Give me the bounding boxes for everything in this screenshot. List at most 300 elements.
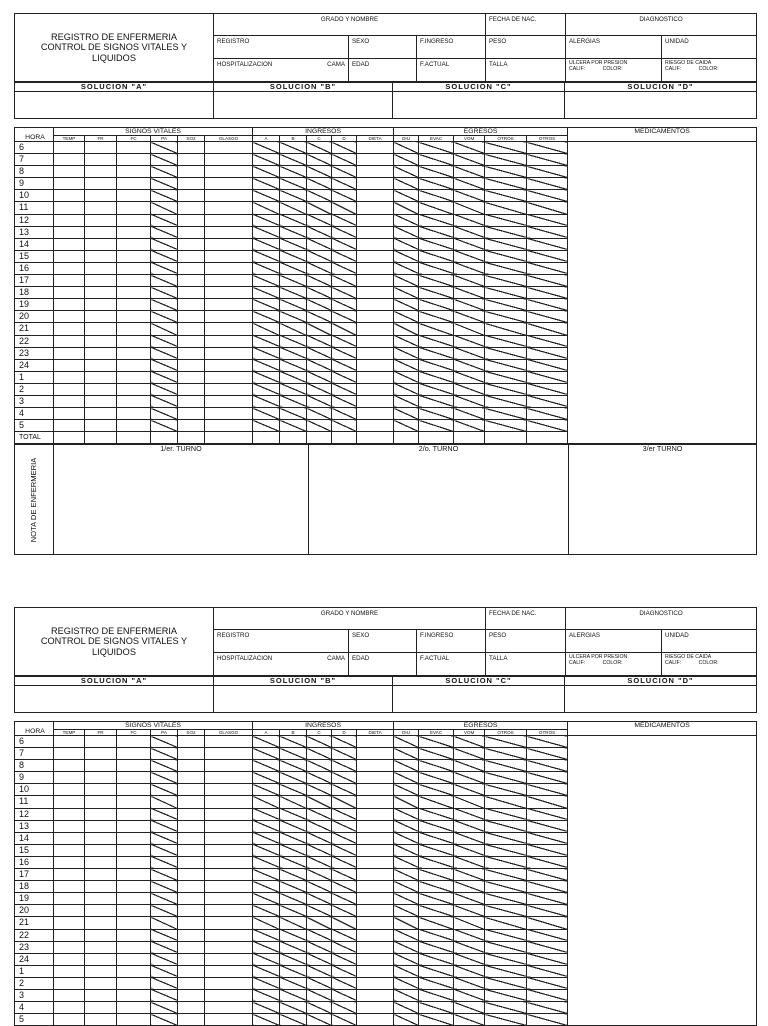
solucion-b-input[interactable] [214,92,393,119]
cell-c[interactable] [307,748,332,760]
cell-vom[interactable] [454,166,485,178]
cell-b[interactable] [280,953,307,965]
cell-evac[interactable] [419,371,454,383]
cell-fc[interactable] [117,856,151,868]
cell-evac[interactable] [419,408,454,420]
cell-medicamentos[interactable] [568,917,757,929]
cell-vom[interactable] [454,202,485,214]
cell-b[interactable] [280,820,307,832]
cell-dieta[interactable] [357,869,394,881]
cell-fr[interactable] [85,178,117,190]
cell-fr[interactable] [85,359,117,371]
cell-vom[interactable] [454,869,485,881]
cell-diu[interactable] [394,965,419,977]
cell-temp[interactable] [54,142,85,154]
cell-medicamentos[interactable] [568,202,757,214]
cell-pa[interactable] [151,299,178,311]
cell-temp[interactable] [54,869,85,881]
cell-fc[interactable] [117,748,151,760]
cell-b[interactable] [280,226,307,238]
cell-fr[interactable] [85,250,117,262]
cell-a[interactable] [253,395,280,407]
cell-otros-2[interactable] [527,989,568,1001]
fecha-nac-field[interactable]: FECHA DE NAC. [486,608,566,630]
cell-medicamentos[interactable] [568,832,757,844]
cell-diu[interactable] [394,736,419,748]
cell-c[interactable] [307,917,332,929]
cell-fc[interactable] [117,287,151,299]
cell-fr[interactable] [85,941,117,953]
cell-c[interactable] [307,347,332,359]
cell-pa[interactable] [151,917,178,929]
cell-d[interactable] [332,796,357,808]
cell-d[interactable] [332,808,357,820]
cell-d[interactable] [332,299,357,311]
cell-glasgo[interactable] [205,820,253,832]
cell-temp[interactable] [54,893,85,905]
cell-c[interactable] [307,238,332,250]
cell-b[interactable] [280,395,307,407]
sexo-field[interactable]: SEXO [349,630,417,653]
cell-fc[interactable] [117,190,151,202]
cell-diu[interactable] [394,142,419,154]
cell-d[interactable] [332,202,357,214]
cell-fr[interactable] [85,420,117,432]
cell-glasgo[interactable] [205,1002,253,1014]
cell-dieta[interactable] [357,844,394,856]
cell-c[interactable] [307,371,332,383]
cell-vom[interactable] [454,844,485,856]
cell-temp[interactable] [54,347,85,359]
cell-c[interactable] [307,977,332,989]
cell-medicamentos[interactable] [568,881,757,893]
cell-pa[interactable] [151,808,178,820]
grado-nombre-field[interactable]: GRADO Y NOMBRE [214,608,486,630]
cell-a[interactable] [253,772,280,784]
cell-fc[interactable] [117,250,151,262]
cell-so2[interactable] [178,154,205,166]
cell-fc[interactable] [117,178,151,190]
cell-fr[interactable] [85,142,117,154]
cell-diu[interactable] [394,408,419,420]
cell-fc[interactable] [117,408,151,420]
cell-otros-2[interactable] [527,420,568,432]
cell-pa[interactable] [151,311,178,323]
cell-fr[interactable] [85,929,117,941]
cell-b[interactable] [280,784,307,796]
cell-vom[interactable] [454,772,485,784]
cell-a[interactable] [253,796,280,808]
cell-a[interactable] [253,856,280,868]
cell-vom[interactable] [454,238,485,250]
cell-diu[interactable] [394,832,419,844]
cell-otros-1[interactable] [485,977,527,989]
cell-a[interactable] [253,335,280,347]
alergias-field[interactable]: ALERGIAS [566,36,662,59]
cell-a[interactable] [253,820,280,832]
cell-a[interactable] [253,287,280,299]
cell-c[interactable] [307,856,332,868]
cell-pa[interactable] [151,905,178,917]
cell-otros-2[interactable] [527,929,568,941]
cell-medicamentos[interactable] [568,299,757,311]
cell-otros-2[interactable] [527,832,568,844]
cell-c[interactable] [307,881,332,893]
cell-otros-2[interactable] [527,395,568,407]
cell-fc[interactable] [117,808,151,820]
cell-d[interactable] [332,250,357,262]
cell-medicamentos[interactable] [568,214,757,226]
turno-1-area[interactable]: 1/er. TURNO [54,445,309,555]
cell-temp[interactable] [54,371,85,383]
cell-a[interactable] [253,760,280,772]
cell-vom[interactable] [454,335,485,347]
cell-vom[interactable] [454,941,485,953]
cell-glasgo[interactable] [205,784,253,796]
cell-so2[interactable] [178,371,205,383]
cell-otros-2[interactable] [527,154,568,166]
cell-otros-2[interactable] [527,784,568,796]
cell-medicamentos[interactable] [568,420,757,432]
cell-otros-1[interactable] [485,371,527,383]
cell-temp[interactable] [54,166,85,178]
cell-otros-2[interactable] [527,323,568,335]
cell-glasgo[interactable] [205,275,253,287]
cell-fr[interactable] [85,238,117,250]
cell-fr[interactable] [85,772,117,784]
cell-fr[interactable] [85,311,117,323]
cell-glasgo[interactable] [205,299,253,311]
cell-otros-1[interactable] [485,905,527,917]
cell-vom[interactable] [454,299,485,311]
cell-fc[interactable] [117,965,151,977]
cell-evac[interactable] [419,178,454,190]
cell-fr[interactable] [85,953,117,965]
cell-vom[interactable] [454,796,485,808]
edad-field[interactable]: EDAD [349,59,417,82]
cell-fr[interactable] [85,202,117,214]
cell-a[interactable] [253,808,280,820]
cell-otros-1[interactable] [485,311,527,323]
cell-evac[interactable] [419,820,454,832]
cell-diu[interactable] [394,323,419,335]
cell-a[interactable] [253,748,280,760]
cell-so2[interactable] [178,420,205,432]
cell-evac[interactable] [419,844,454,856]
cell-b[interactable] [280,154,307,166]
cell-fr[interactable] [85,808,117,820]
cell-diu[interactable] [394,869,419,881]
cell-evac[interactable] [419,287,454,299]
cell-b[interactable] [280,856,307,868]
cell-vom[interactable] [454,989,485,1001]
cell-d[interactable] [332,748,357,760]
cell-glasgo[interactable] [205,142,253,154]
cell-dieta[interactable] [357,420,394,432]
cell-pa[interactable] [151,796,178,808]
cell-vom[interactable] [454,881,485,893]
cell-d[interactable] [332,820,357,832]
cell-a[interactable] [253,977,280,989]
cell-fr[interactable] [85,190,117,202]
cell-medicamentos[interactable] [568,190,757,202]
cell-a[interactable] [253,420,280,432]
cell-fc[interactable] [117,214,151,226]
f-actual-field[interactable]: F.ACTUAL [417,59,486,82]
cell-vom[interactable] [454,178,485,190]
cell-otros-2[interactable] [527,953,568,965]
cell-medicamentos[interactable] [568,347,757,359]
cell-a[interactable] [253,250,280,262]
cell-fc[interactable] [117,420,151,432]
cell-temp[interactable] [54,832,85,844]
cell-so2[interactable] [178,772,205,784]
cell-so2[interactable] [178,311,205,323]
cell-fr[interactable] [85,1002,117,1014]
cell-fc[interactable] [117,359,151,371]
cell-vom[interactable] [454,323,485,335]
cell-temp[interactable] [54,965,85,977]
cell-fr[interactable] [85,832,117,844]
cell-so2[interactable] [178,965,205,977]
solucion-a-input[interactable] [15,92,214,119]
cell-otros-1[interactable] [485,335,527,347]
cell-fr[interactable] [85,893,117,905]
cell-b[interactable] [280,383,307,395]
cell-dieta[interactable] [357,905,394,917]
peso-field[interactable]: PESO [486,630,566,653]
cell-dieta[interactable] [357,929,394,941]
cell-dieta[interactable] [357,154,394,166]
cell-otros-2[interactable] [527,808,568,820]
cell-fr[interactable] [85,977,117,989]
cell-a[interactable] [253,408,280,420]
cell-c[interactable] [307,383,332,395]
cell-evac[interactable] [419,226,454,238]
cell-evac[interactable] [419,832,454,844]
cell-pa[interactable] [151,1002,178,1014]
cell-d[interactable] [332,881,357,893]
riesgo-field[interactable]: RIESGO DE CAIDA CALIF: COLOR: [662,59,757,82]
cell-evac[interactable] [419,736,454,748]
cell-evac[interactable] [419,202,454,214]
cell-fr[interactable] [85,869,117,881]
cell-so2[interactable] [178,395,205,407]
cell-diu[interactable] [394,917,419,929]
cell-glasgo[interactable] [205,250,253,262]
cell-fc[interactable] [117,760,151,772]
cell-c[interactable] [307,202,332,214]
cell-medicamentos[interactable] [568,977,757,989]
unidad-field[interactable]: UNIDAD [662,36,757,59]
cell-b[interactable] [280,238,307,250]
cell-otros-1[interactable] [485,420,527,432]
cell-dieta[interactable] [357,250,394,262]
cell-otros-1[interactable] [485,275,527,287]
cell-diu[interactable] [394,166,419,178]
cell-evac[interactable] [419,748,454,760]
cell-evac[interactable] [419,154,454,166]
cell-so2[interactable] [178,408,205,420]
cell-so2[interactable] [178,262,205,274]
cell-medicamentos[interactable] [568,311,757,323]
peso-field[interactable]: PESO [486,36,566,59]
cell-temp[interactable] [54,383,85,395]
cell-so2[interactable] [178,820,205,832]
cell-c[interactable] [307,784,332,796]
cell-d[interactable] [332,154,357,166]
cell-fc[interactable] [117,299,151,311]
cell-vom[interactable] [454,395,485,407]
cell-otros-2[interactable] [527,359,568,371]
alergias-field[interactable]: ALERGIAS [566,630,662,653]
cell-glasgo[interactable] [205,856,253,868]
cell-a[interactable] [253,905,280,917]
cell-temp[interactable] [54,929,85,941]
cell-c[interactable] [307,142,332,154]
cell-medicamentos[interactable] [568,166,757,178]
cell-evac[interactable] [419,383,454,395]
cell-vom[interactable] [454,383,485,395]
cell-b[interactable] [280,408,307,420]
cell-temp[interactable] [54,335,85,347]
cell-pa[interactable] [151,869,178,881]
cell-so2[interactable] [178,335,205,347]
cell-b[interactable] [280,347,307,359]
cell-otros-2[interactable] [527,275,568,287]
diagnostico-field[interactable]: DIAGNOSTICO [566,608,757,630]
cell-evac[interactable] [419,238,454,250]
solucion-c-input[interactable] [393,686,565,713]
cell-dieta[interactable] [357,166,394,178]
cell-d[interactable] [332,275,357,287]
cell-dieta[interactable] [357,190,394,202]
talla-field[interactable]: TALLA [486,653,566,676]
cell-so2[interactable] [178,190,205,202]
cell-evac[interactable] [419,941,454,953]
cell-otros-2[interactable] [527,166,568,178]
cell-a[interactable] [253,226,280,238]
cell-temp[interactable] [54,844,85,856]
cell-diu[interactable] [394,287,419,299]
cell-a[interactable] [253,1002,280,1014]
cell-so2[interactable] [178,917,205,929]
solucion-a-input[interactable] [15,686,214,713]
cell-evac[interactable] [419,977,454,989]
cell-a[interactable] [253,202,280,214]
cell-dieta[interactable] [357,736,394,748]
cell-d[interactable] [332,1002,357,1014]
diagnostico-field[interactable]: DIAGNOSTICO [566,14,757,36]
cell-otros-1[interactable] [485,287,527,299]
cell-otros-2[interactable] [527,796,568,808]
cell-so2[interactable] [178,905,205,917]
ulcera-field[interactable]: ULCERA POR PRESION CALIF: COLOR: [566,59,662,82]
cell-d[interactable] [332,856,357,868]
cell-b[interactable] [280,311,307,323]
cell-so2[interactable] [178,250,205,262]
cell-a[interactable] [253,383,280,395]
cell-d[interactable] [332,941,357,953]
cell-fc[interactable] [117,275,151,287]
cell-pa[interactable] [151,178,178,190]
cell-evac[interactable] [419,796,454,808]
cell-fc[interactable] [117,977,151,989]
cell-a[interactable] [253,784,280,796]
cell-c[interactable] [307,869,332,881]
cell-c[interactable] [307,820,332,832]
cell-b[interactable] [280,989,307,1001]
cell-glasgo[interactable] [205,408,253,420]
cell-medicamentos[interactable] [568,371,757,383]
cell-pa[interactable] [151,359,178,371]
cell-diu[interactable] [394,238,419,250]
cell-diu[interactable] [394,989,419,1001]
cell-temp[interactable] [54,202,85,214]
cell-pa[interactable] [151,226,178,238]
cell-fc[interactable] [117,905,151,917]
cell-b[interactable] [280,250,307,262]
cell-temp[interactable] [54,917,85,929]
cell-temp[interactable] [54,977,85,989]
cell-evac[interactable] [419,420,454,432]
cell-c[interactable] [307,941,332,953]
cell-a[interactable] [253,989,280,1001]
cell-d[interactable] [332,238,357,250]
cell-otros-1[interactable] [485,1002,527,1014]
cell-pa[interactable] [151,953,178,965]
cell-c[interactable] [307,226,332,238]
cell-diu[interactable] [394,953,419,965]
cell-medicamentos[interactable] [568,275,757,287]
cell-fc[interactable] [117,772,151,784]
cell-otros-2[interactable] [527,299,568,311]
cell-fr[interactable] [85,432,117,444]
cell-temp[interactable] [54,820,85,832]
cell-glasgo[interactable] [205,432,253,444]
cell-fc[interactable] [117,844,151,856]
cell-evac[interactable] [419,772,454,784]
cell-fr[interactable] [85,784,117,796]
cell-so2[interactable] [178,166,205,178]
cell-medicamentos[interactable] [568,929,757,941]
cell-otros-1[interactable] [485,772,527,784]
cell-otros-2[interactable] [527,383,568,395]
cell-pa[interactable] [151,941,178,953]
cell-b[interactable] [280,893,307,905]
cell-otros-2[interactable] [527,977,568,989]
cell-diu[interactable] [394,202,419,214]
cell-dieta[interactable] [357,917,394,929]
cell-evac[interactable] [419,1002,454,1014]
cell-c[interactable] [307,395,332,407]
cell-c[interactable] [307,736,332,748]
cell-otros-2[interactable] [527,1002,568,1014]
cell-temp[interactable] [54,190,85,202]
cell-fc[interactable] [117,989,151,1001]
cell-fr[interactable] [85,917,117,929]
cell-dieta[interactable] [357,299,394,311]
cell-evac[interactable] [419,432,454,444]
cell-a[interactable] [253,142,280,154]
cell-so2[interactable] [178,323,205,335]
cell-diu[interactable] [394,359,419,371]
cell-a[interactable] [253,965,280,977]
cell-glasgo[interactable] [205,323,253,335]
cell-so2[interactable] [178,953,205,965]
cell-glasgo[interactable] [205,905,253,917]
cell-dieta[interactable] [357,347,394,359]
